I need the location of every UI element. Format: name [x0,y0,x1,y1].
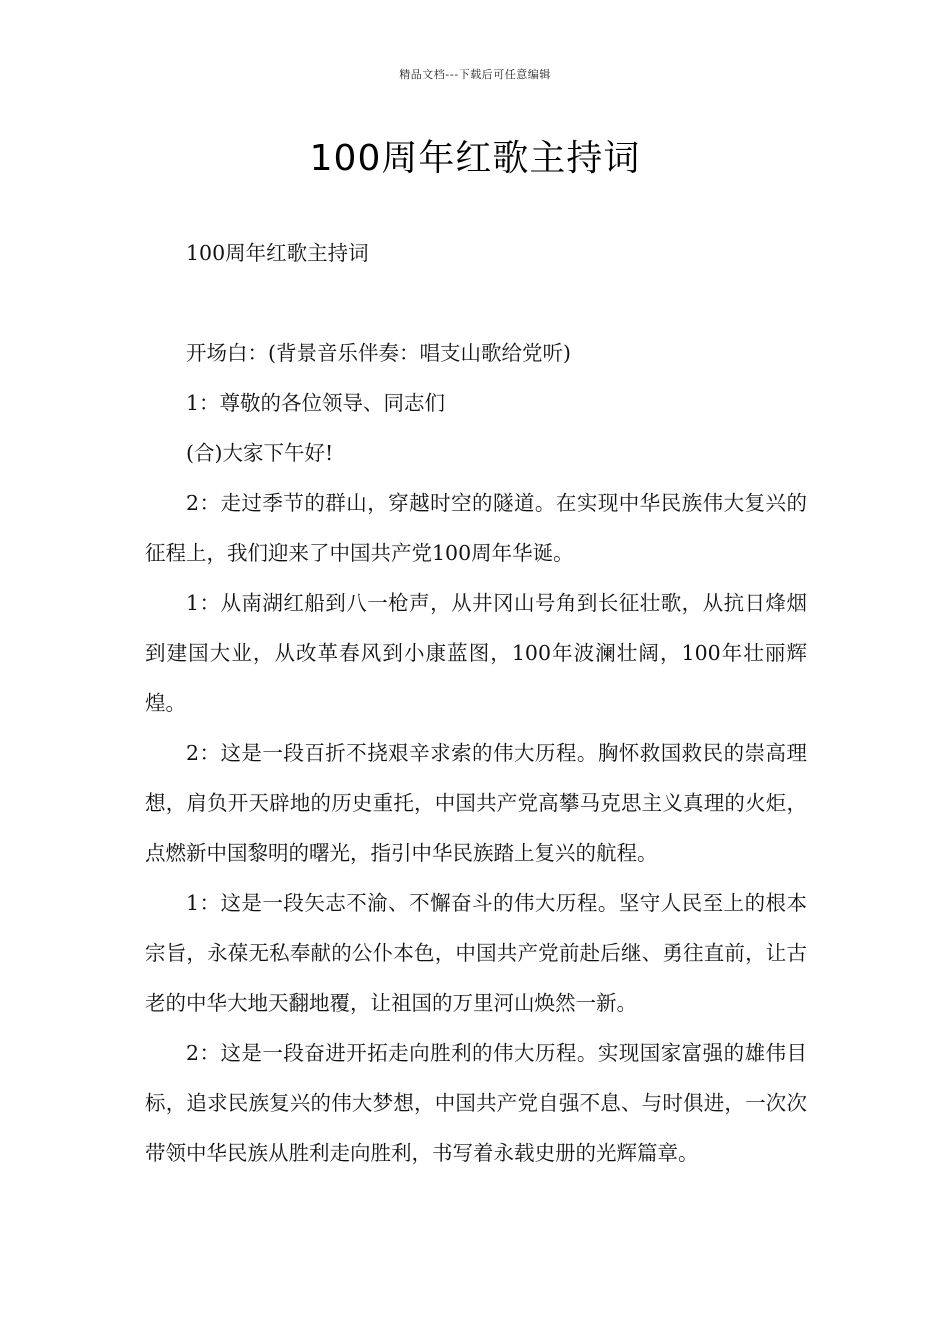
paragraph: (合)大家下午好! [186,441,334,465]
paragraph: 2：这是一段奋进开拓走向胜利的伟大历程。实现国家富强的雄伟目标，追求民族复兴的伟大梦想，中国共产党自强不息、与时俱进，一次次带领中华民族从胜利走向胜利，书写着永载史册的光辉篇章。 [145,1041,807,1165]
document-title: 100周年红歌主持词 [309,138,641,179]
paragraph: 2：走过季节的群山，穿越时空的隧道。在实现中华民族伟大复兴的征程上，我们迎来了中国共产党100周年华诞。 [145,491,807,565]
paragraph: 1：尊敬的各位领导、同志们 [186,391,446,415]
paragraph: 2：这是一段百折不挠艰辛求索的伟大历程。胸怀救国救民的崇高理想，肩负开天辟地的历史重托，中国共产党高攀马克思主义真理的火炬，点燃新中国黎明的曙光，指引中华民族踏上复兴的航程。 [145,741,807,865]
body-subtitle: 100周年红歌主持词 [186,241,369,265]
header-note: 精品文档---下载后可任意编辑 [399,68,551,81]
paragraph: 1：这是一段矢志不渝、不懈奋斗的伟大历程。坚守人民至上的根本宗旨，永葆无私奉献的公仆本色，中国共产党前赴后继、勇往直前，让古老的中华大地天翻地覆，让祖国的万里河山焕然一新。 [145,891,807,1015]
paragraph: 开场白：(背景音乐伴奏：唱支山歌给党听) [186,341,571,365]
document-body [145,228,807,1178]
paragraph: 1：从南湖红船到八一枪声，从井冈山号角到长征壮歌，从抗日烽烟到建国大业，从改革春风到小康蓝图，100年波澜壮阔，100年壮丽辉煌。 [145,591,807,715]
